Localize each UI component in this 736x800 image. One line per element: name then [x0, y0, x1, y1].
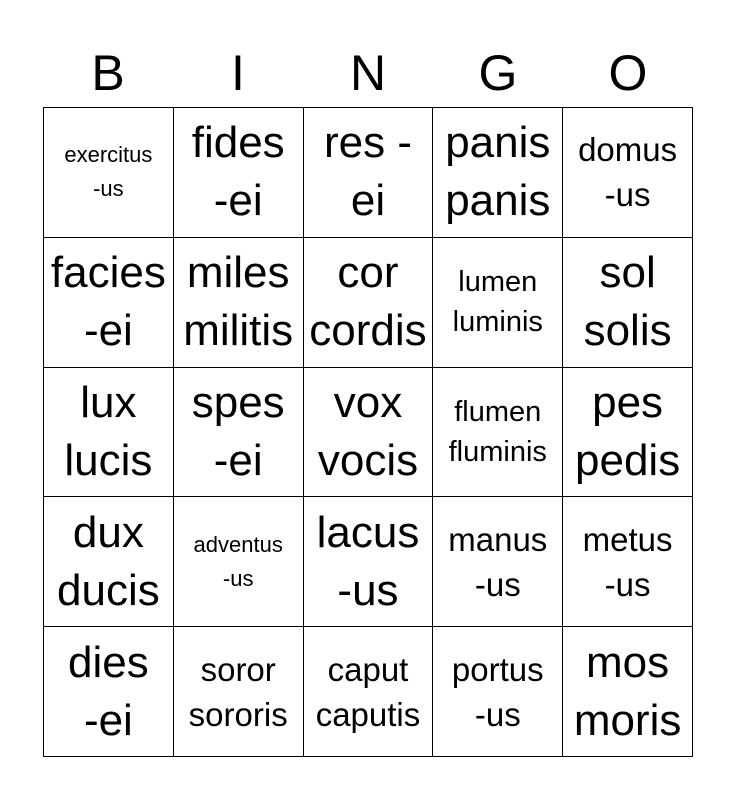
- bingo-cell[interactable]: [304, 627, 434, 757]
- bingo-cell-text: dux ducis: [57, 507, 160, 615]
- bingo-cell[interactable]: [44, 368, 174, 498]
- bingo-cell[interactable]: [304, 238, 434, 368]
- bingo-cell-text: spes -ei: [191, 377, 285, 485]
- bingo-cell-text: dies -ei: [68, 637, 149, 745]
- bingo-cell-text: sol solis: [583, 248, 672, 356]
- bingo-cell[interactable]: [174, 238, 304, 368]
- bingo-cell-text: metus -us: [582, 520, 673, 603]
- bingo-cell-text: mos moris: [573, 637, 682, 745]
- bingo-cell-text: res - ei: [323, 118, 412, 226]
- bingo-cell[interactable]: [433, 368, 563, 498]
- bingo-cell[interactable]: [44, 497, 174, 627]
- bingo-cell-text: flumen fluminis: [448, 395, 547, 468]
- bingo-cell-text: caput caputis: [315, 650, 421, 733]
- bingo-cell-text: manus -us: [448, 520, 548, 603]
- bingo-cell-text: facies -ei: [50, 248, 166, 356]
- header-letter-n: N: [349, 45, 387, 101]
- bingo-cell-text: pes pedis: [575, 377, 681, 485]
- bingo-cell[interactable]: [304, 108, 434, 238]
- header-letter-o: O: [608, 45, 648, 101]
- bingo-cell-text: lux lucis: [64, 377, 153, 485]
- bingo-cell-text: panis panis: [445, 118, 551, 226]
- bingo-header: [43, 40, 693, 106]
- bingo-cell[interactable]: [44, 238, 174, 368]
- bingo-cell[interactable]: [174, 108, 304, 238]
- bingo-cell[interactable]: [44, 108, 174, 238]
- bingo-cell[interactable]: [433, 497, 563, 627]
- bingo-cell[interactable]: [563, 368, 693, 498]
- bingo-cell-text: fides -ei: [191, 118, 285, 226]
- bingo-cell[interactable]: [433, 108, 563, 238]
- bingo-cell-text: adventus -us: [193, 531, 283, 591]
- bingo-cell-text: lacus -us: [316, 507, 420, 615]
- bingo-cell[interactable]: [433, 238, 563, 368]
- bingo-cell-text: miles militis: [183, 248, 294, 356]
- bingo-cell-text: portus -us: [451, 650, 544, 733]
- bingo-cell-text: cor cordis: [309, 248, 427, 356]
- bingo-cell[interactable]: [563, 497, 693, 627]
- bingo-cell-text: vox vocis: [317, 377, 419, 485]
- header-letter-i: I: [231, 45, 245, 101]
- header-letter-b: B: [91, 45, 125, 101]
- bingo-cell-text: exercitus -us: [64, 142, 153, 202]
- bingo-cell-text: lumen luminis: [452, 266, 543, 339]
- header-letter-g: G: [478, 45, 518, 101]
- bingo-cell[interactable]: [563, 108, 693, 238]
- bingo-cell[interactable]: [174, 368, 304, 498]
- bingo-cell[interactable]: [563, 627, 693, 757]
- bingo-cell[interactable]: [304, 497, 434, 627]
- bingo-cell[interactable]: [174, 497, 304, 627]
- bingo-cell[interactable]: [174, 627, 304, 757]
- bingo-cell-text: soror sororis: [188, 650, 288, 733]
- bingo-cell[interactable]: [563, 238, 693, 368]
- bingo-cell[interactable]: [304, 368, 434, 498]
- bingo-cell-text: domus -us: [578, 131, 678, 214]
- bingo-board: [43, 107, 693, 757]
- bingo-cell[interactable]: [433, 627, 563, 757]
- bingo-cell[interactable]: [44, 627, 174, 757]
